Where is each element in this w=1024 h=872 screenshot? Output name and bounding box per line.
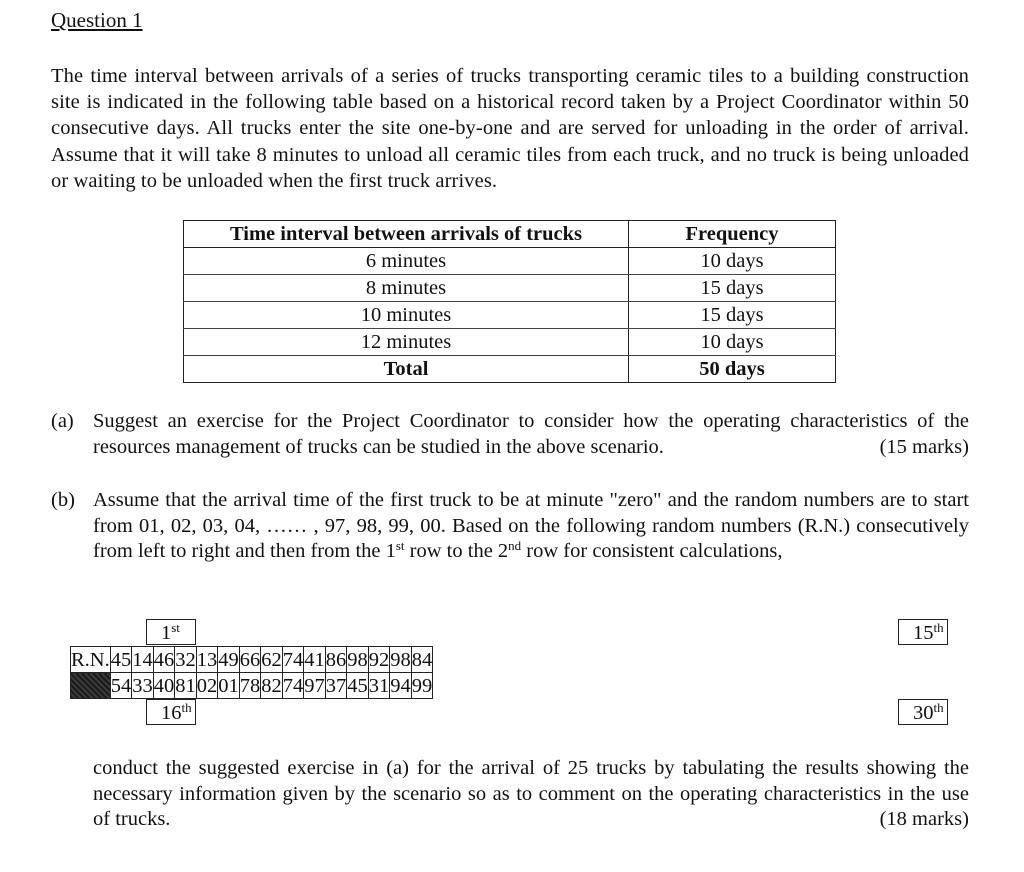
table-row	[184, 275, 836, 302]
rn-row-label: R.N.	[71, 648, 110, 671]
question-heading: Question 1	[51, 8, 143, 32]
part-b-text	[93, 488, 969, 565]
intro-paragraph: The time interval between arrivals of a series of trucks transporting ceramic tiles to a building construction site is indicated in the following table based on a historical record taken by a Project Coordinator within 50 consecutive days. All trucks enter the site one-by-one and are served for unloading in the order of arrival. Assume that it will take 8 minutes to unload all ceramic tiles from each truck, and no truck is being unloaded or waiting to be unloaded when the first truck arrives.	[51, 65, 969, 192]
rn-cell: 37	[325, 674, 347, 697]
part-b-text-1: Assume that the arrival time of the first truck to be at minute "zero" and the random numbers are to start from 01, 02, 03, 04, …… , 97, 98, 99, 00. Based on the following random numbers (R.N.) consecutively from left to right and then from the 1	[93, 489, 969, 562]
rn-row-1	[71, 647, 433, 673]
part-a	[51, 409, 969, 460]
frequency-table-header	[184, 221, 836, 248]
rn-row-2	[71, 673, 433, 699]
part-a-text: Suggest an exercise for the Project Coordinator to consider how the operating characteristics of the resources management of trucks can be studied in the above scenario.	[93, 410, 969, 458]
interval-cell: 6 minutes	[184, 248, 629, 275]
part-b-label: (b)	[51, 489, 75, 511]
rn-cell: 54	[110, 674, 132, 697]
rn-cell: 49	[218, 648, 239, 671]
frequency-cell: 15 days	[629, 275, 836, 302]
rn-cell: 94	[390, 674, 411, 697]
rn-cell: 31	[368, 674, 390, 697]
part-b-sup-1: st	[395, 538, 405, 553]
rn-cell: 81	[175, 674, 196, 697]
table-row	[184, 248, 836, 275]
index-15th: 15th	[898, 619, 948, 645]
rn-cell: 97	[304, 674, 325, 697]
index-1st: 1st	[146, 619, 196, 645]
part-a-marks: (15 marks)	[879, 435, 969, 458]
table-row	[184, 329, 836, 356]
rn-cell: 92	[368, 648, 390, 671]
rn-cell: 86	[325, 648, 347, 671]
rn-cell: 02	[196, 674, 218, 697]
part-a-label: (a)	[51, 410, 74, 432]
rn-cell: 45	[110, 648, 132, 671]
frequency-table	[183, 220, 836, 383]
rn-cell: 46	[153, 648, 175, 671]
frequency-cell: 10 days	[629, 329, 836, 356]
header-frequency: Frequency	[629, 221, 836, 248]
total-row	[184, 356, 836, 383]
part-b-sup-2: nd	[508, 538, 522, 553]
rn-cell: 84	[411, 648, 433, 671]
closing-text: conduct the suggested exercise in (a) for the arrival of 25 trucks by tabulating the results showing the necessary information given by the scenario so as to comment on the operating characteristics in the use of trucks.	[93, 757, 969, 830]
frequency-cell: 10 days	[629, 248, 836, 275]
rn-cell: 98	[390, 648, 411, 671]
rn-cell: 45	[347, 674, 368, 697]
rn-cell: 41	[304, 648, 325, 671]
closing-paragraph	[93, 756, 969, 833]
rn-grid	[70, 646, 433, 699]
rn-cell: 14	[132, 648, 153, 671]
rn-cell: 32	[175, 648, 196, 671]
index-30th: 30th	[898, 699, 948, 725]
part-b-text-2: row to the 2	[404, 540, 509, 562]
index-16th: 16th	[146, 699, 196, 725]
total-label: Total	[184, 356, 629, 383]
table-row	[184, 302, 836, 329]
rn-cell: 13	[196, 648, 218, 671]
closing-marks: (18 marks)	[879, 808, 969, 830]
rn-cell: 66	[239, 648, 261, 671]
interval-cell: 10 minutes	[184, 302, 629, 329]
rn-cell: 33	[132, 674, 153, 697]
part-b	[51, 488, 969, 565]
rn-shaded-cell	[71, 673, 111, 699]
rn-cell: 74	[282, 648, 304, 671]
rn-cell: 78	[239, 674, 261, 697]
rn-cell: 98	[347, 648, 368, 671]
interval-cell: 12 minutes	[184, 329, 629, 356]
interval-cell: 8 minutes	[184, 275, 629, 302]
rn-cell: 40	[153, 674, 175, 697]
rn-cell: 62	[261, 648, 282, 671]
total-value: 50 days	[629, 356, 836, 383]
part-b-text-3: row for consistent calculations,	[521, 540, 783, 562]
rn-cell: 74	[282, 674, 304, 697]
rn-cell: 99	[411, 674, 433, 697]
rn-cell: 01	[218, 674, 239, 697]
header-interval: Time interval between arrivals of trucks	[184, 221, 629, 248]
rn-cell: 82	[261, 674, 282, 697]
frequency-cell: 15 days	[629, 302, 836, 329]
